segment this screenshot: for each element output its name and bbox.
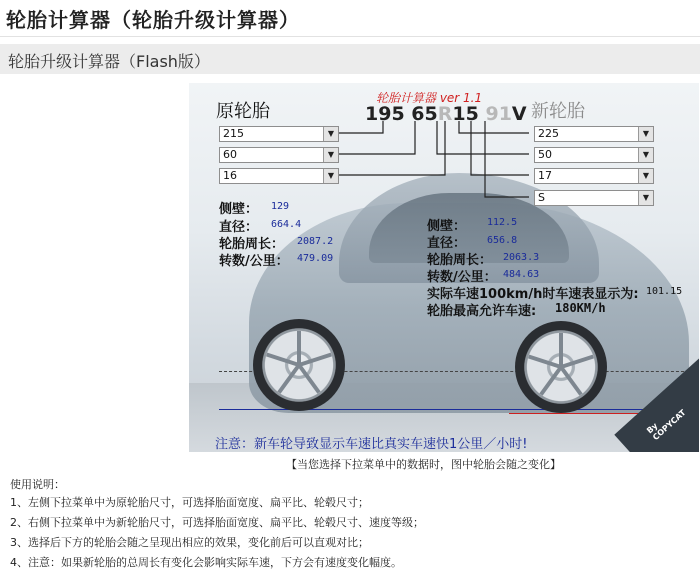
chevron-down-icon: ▼ [638, 169, 653, 183]
wheel-spoke [560, 355, 594, 369]
chevron-down-icon: ▼ [638, 191, 653, 205]
image-caption: 【当您选择下拉菜单中的数据时，图中轮胎会随之变化】 [286, 458, 561, 471]
new-speed-value: S [538, 191, 545, 204]
orig-sidewall-label: 侧壁： [219, 202, 259, 217]
tire-code-load: 91 [485, 103, 512, 125]
wheel-spoke [298, 353, 332, 367]
original-ratio-value: 60 [223, 148, 237, 161]
new-width-value: 225 [538, 127, 559, 140]
new-diameter-label: 直径： [427, 236, 467, 251]
chevron-down-icon: ▼ [323, 127, 338, 141]
wheel-spoke [297, 364, 320, 394]
wheel-spoke [528, 355, 562, 369]
divider [0, 36, 700, 37]
chevron-down-icon: ▼ [638, 148, 653, 162]
new-width-select[interactable] [534, 126, 654, 142]
orig-circ-label: 轮胎周长： [219, 237, 285, 252]
max-speed-label: 轮胎最高允许车速: [427, 304, 537, 319]
new-circ-label: 轮胎周长： [427, 253, 493, 268]
original-wheel [253, 319, 345, 411]
new-ratio-select[interactable] [534, 147, 654, 163]
usage-line: 3、选择后下方的轮胎会随之呈现出相应的效果，变化前后可以直观对比； [10, 536, 369, 549]
new-rim-value: 17 [538, 169, 552, 182]
chevron-down-icon: ▼ [323, 169, 338, 183]
original-width-value: 215 [223, 127, 244, 140]
original-rim-value: 16 [223, 169, 237, 182]
speedo-value: 101.15 [646, 286, 683, 297]
new-diameter-value: 656.8 [487, 235, 518, 246]
orig-circ-value: 2087.2 [297, 236, 334, 247]
tire-code-width: 195 [365, 103, 405, 125]
new-sidewall-value: 112.5 [487, 217, 518, 228]
chevron-down-icon: ▼ [323, 148, 338, 162]
tire-code-r: R [437, 103, 453, 125]
new-rim-select[interactable] [534, 168, 654, 184]
tire-code-speed: V [511, 103, 527, 125]
speed-notice: 注意：新车轮导致显示车速比真实车速快1公里／小时! [215, 437, 528, 452]
wheel-spoke [277, 364, 300, 394]
new-rev-value: 484.63 [503, 269, 540, 280]
page-title: 轮胎计算器（轮胎升级计算器） [6, 8, 300, 32]
section-title: 轮胎升级计算器（Flash版） [8, 52, 210, 71]
original-width-select[interactable] [219, 126, 339, 142]
original-tire-label: 原轮胎 [216, 101, 270, 122]
chevron-down-icon: ▼ [638, 127, 653, 141]
new-speed-select[interactable] [534, 190, 654, 206]
orig-diameter-label: 直径： [219, 220, 259, 235]
wheel-spoke [539, 366, 562, 396]
orig-rev-label: 转数/公里： [219, 254, 289, 269]
wheel-spoke [559, 366, 582, 396]
new-sidewall-label: 侧壁： [427, 219, 467, 234]
wheel-spoke [266, 353, 300, 367]
wheel-spoke [297, 331, 301, 365]
usage-line: 4、注意：如果新轮胎的总周长有变化会影响实际车速，下方会有速度变化幅度。 [10, 556, 402, 569]
usage-title: 使用说明： [10, 478, 65, 491]
max-speed-value: 180KM/h [555, 301, 606, 315]
original-ratio-select[interactable] [219, 147, 339, 163]
speedo-label: 实际车速100km/h时车速表显示为: [427, 287, 639, 302]
version-label: 轮胎计算器 ver 1.1 [376, 91, 483, 105]
tire-code-rim: 15 [452, 103, 479, 125]
orig-rev-value: 479.09 [297, 253, 334, 264]
new-ratio-value: 50 [538, 148, 552, 161]
usage-line: 2、右侧下拉菜单中为新轮胎尺寸，可选择胎面宽度、扁平比、轮毂尺寸、速度等级； [10, 516, 424, 529]
new-wheel [515, 321, 607, 413]
usage-line: 1、左侧下拉菜单中为原轮胎尺寸，可选择胎面宽度、扁平比、轮毂尺寸； [10, 496, 369, 509]
tire-calculator-flash[interactable] [189, 83, 699, 452]
copycat-watermark: By COPYCAT [645, 407, 688, 443]
original-rim-select[interactable] [219, 168, 339, 184]
orig-sidewall-value: 129 [271, 201, 290, 212]
new-circ-value: 2063.3 [503, 252, 540, 263]
wheel-spoke [559, 333, 563, 367]
orig-diameter-value: 664.4 [271, 219, 302, 230]
tire-code-ratio: 65 [411, 103, 438, 125]
new-rev-label: 转数/公里： [427, 270, 497, 285]
new-tire-label: 新轮胎 [531, 101, 585, 122]
